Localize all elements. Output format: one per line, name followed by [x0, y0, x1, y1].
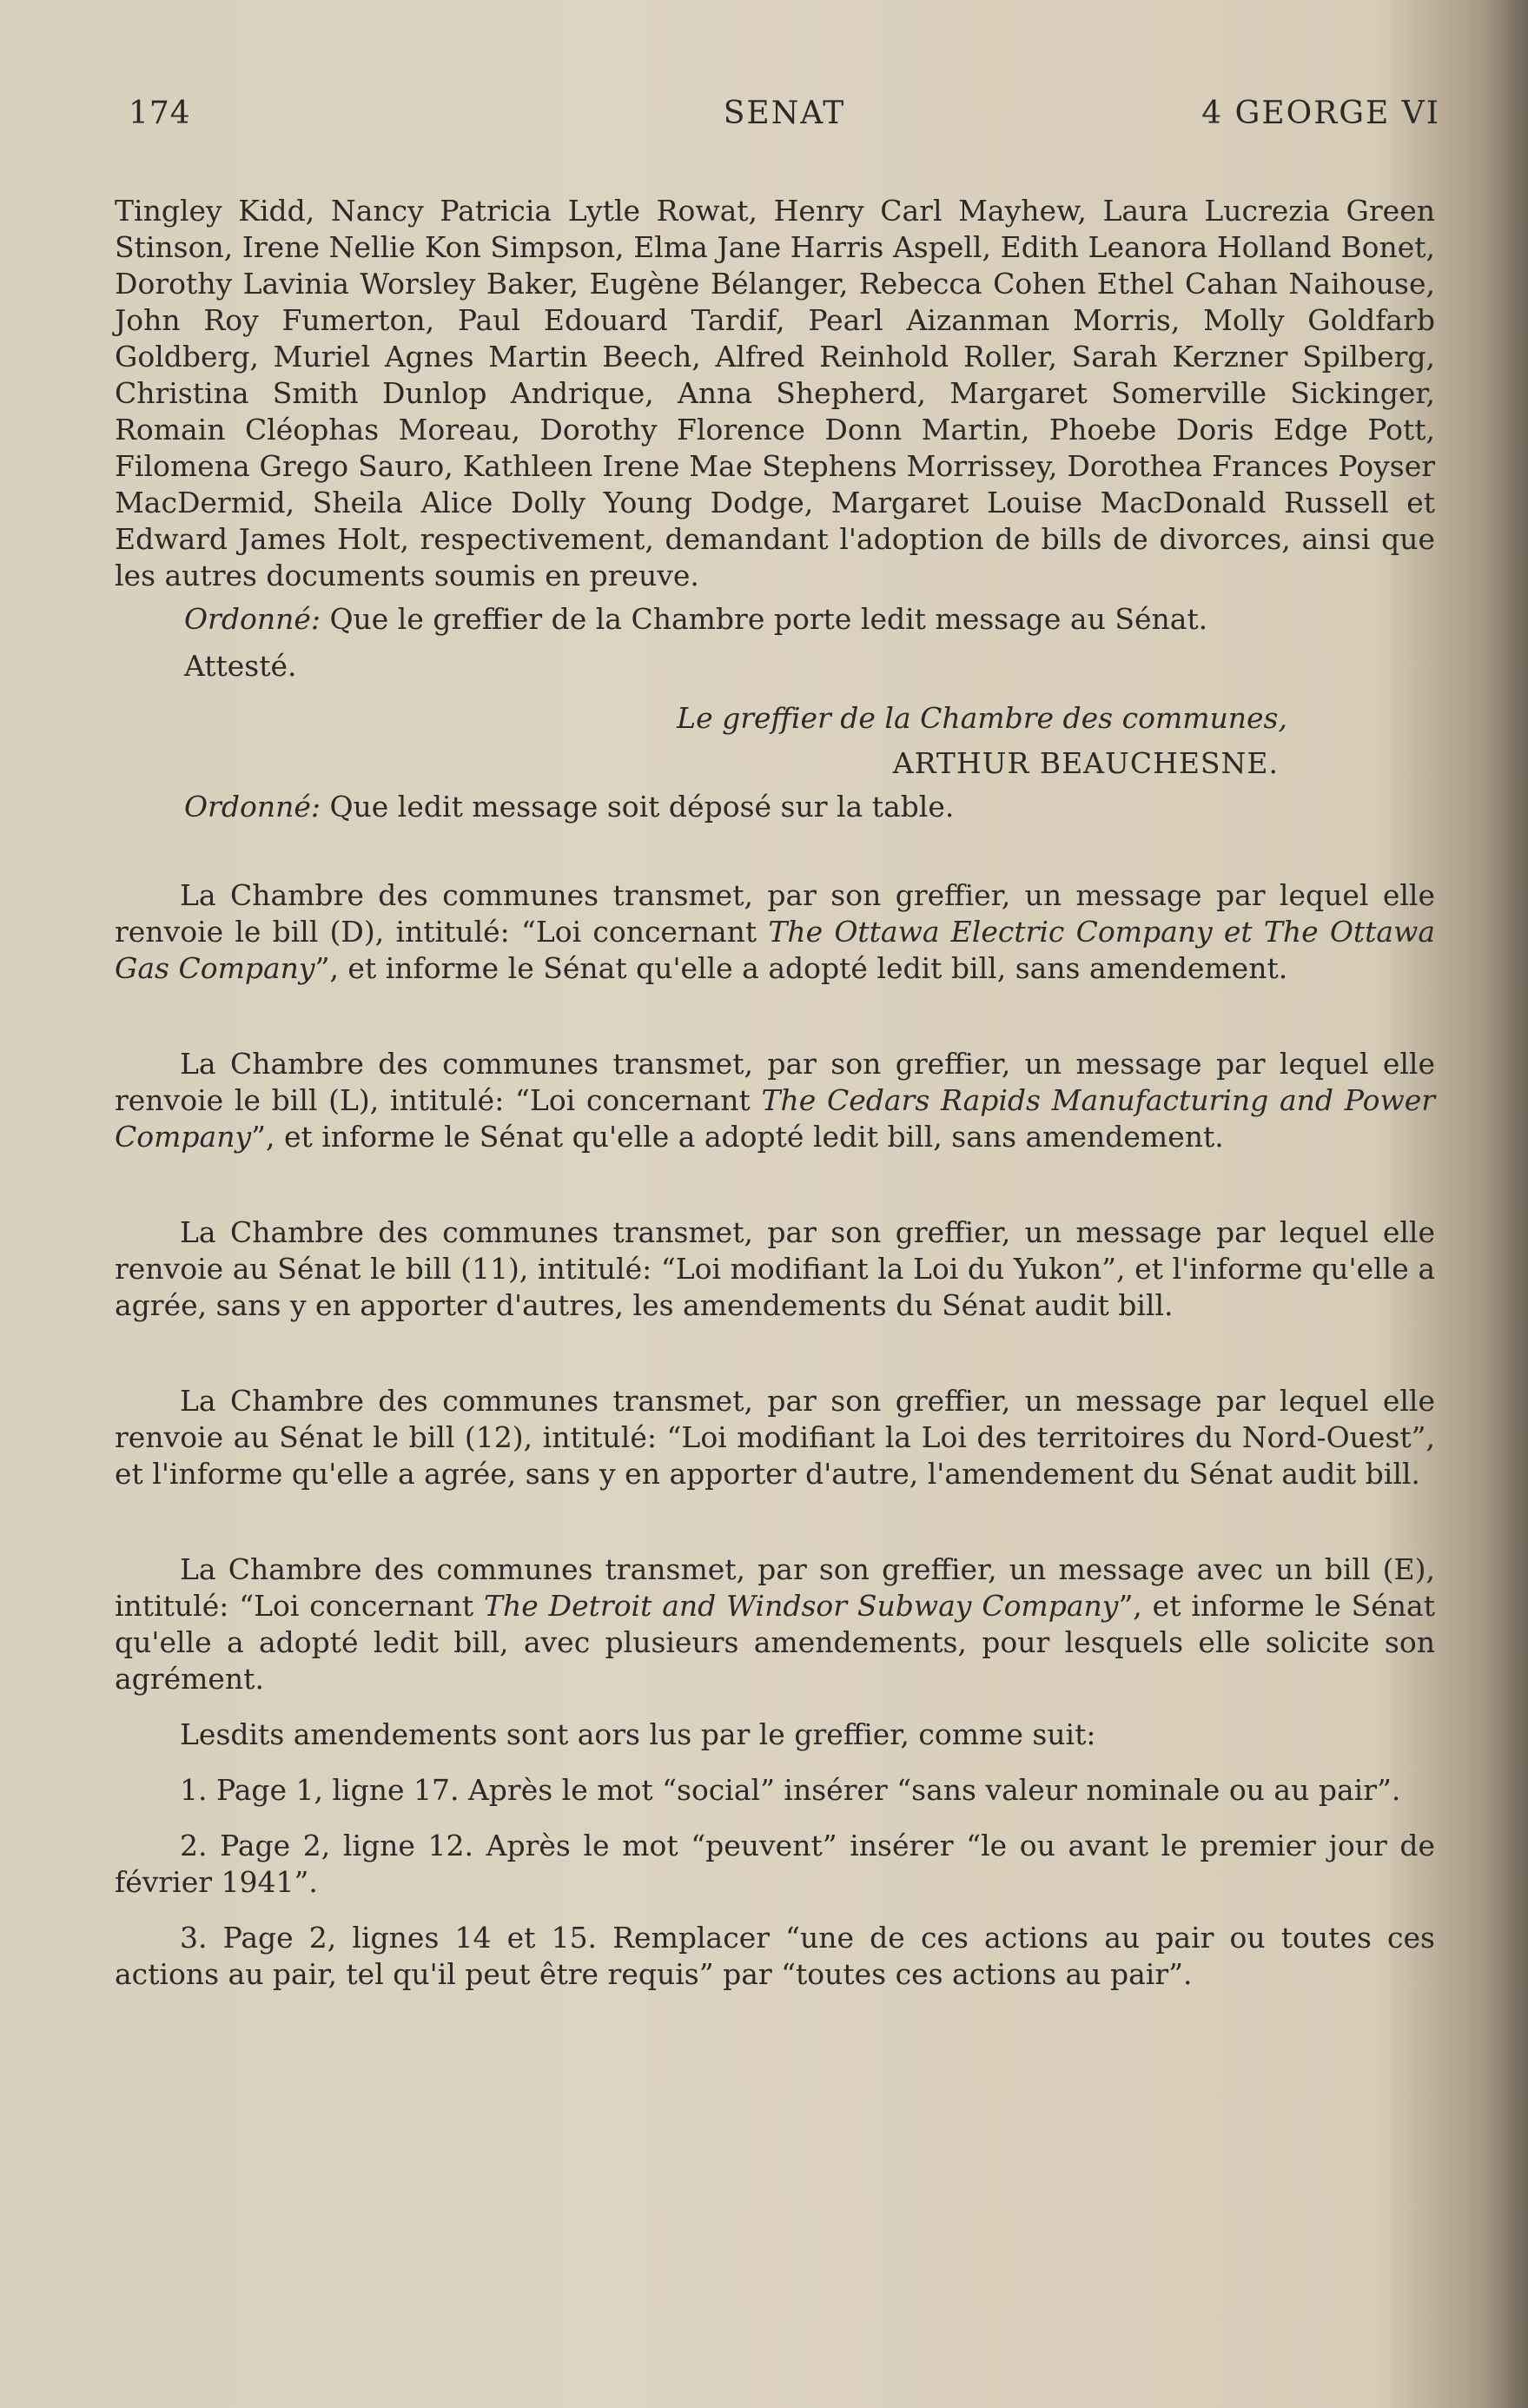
- amendment-item: 3. Page 2, lignes 14 et 15. Remplacer “une de ces actions au pair ou toutes ces actions au pair, tel qu'il peut être requis” par “toutes ces actions au pair”.: [115, 1921, 1435, 1991]
- amendment-item: 1. Page 1, ligne 17. Après le mot “social” insérer “sans valeur nominale ou au pair”.: [180, 1773, 1401, 1807]
- amendment-item: 2. Page 2, ligne 12. Après le mot “peuvent” insérer “le ou avant le premier jour de février 1941”.: [115, 1829, 1435, 1899]
- attested-line: Attesté.: [184, 649, 297, 683]
- message-text: ”, et informe le Sénat qu'elle a adopté ledit bill, avec plusieurs amendements, pour lesquels elle solicite son agrément.: [115, 1589, 1435, 1696]
- signature-title: Le greffier de la Chambre des communes,: [677, 701, 1287, 735]
- message-paragraph: [115, 877, 1435, 987]
- order-text: Que ledit message soit déposé sur la table.: [320, 790, 955, 824]
- signature-name: ARTHUR BEAUCHESNE.: [892, 746, 1279, 780]
- order-text: Que le greffier de la Chambre porte ledit message au Sénat.: [320, 602, 1208, 636]
- company-name: The Detroit and Windsor Subway Company: [484, 1589, 1119, 1623]
- message-text: La Chambre des communes transmet, par son greffier, un message par lequel elle renvoie le bill (L), intitulé: “Loi concernant: [115, 1047, 1435, 1117]
- continuation-paragraph: Tingley Kidd, Nancy Patricia Lytle Rowat, Henry Carl Mayhew, Laura Lucrezia Green Stinson, Irene Nellie Kon Simpson, Elma Jane Harris Aspell, Edith Leanora Holland Bonet, Dorothy Lavinia Worsley Baker, Eugène Bélanger, Rebecca Cohen Ethel Cahan Naihouse, John Roy Fumerton, Paul Edouard Tardif, Pearl Aizanman Morris, Molly Goldfarb Goldberg, Muriel Agnes Martin Beech, Alfred Reinhold Roller, Sarah Kerzner Spilberg, Christina Smith Dunlop Andrique, Anna Shepherd, Margaret Somerville Sickinger, Romain Cléophas Moreau, Dorothy Florence Donn Martin, Phoebe Doris Edge Pott, Filomena Grego Sauro, Kathleen Irene Mae Stephens Morrissey, Dorothea Frances Poyser MacDermid, Sheila Alice Dolly Young Dodge, Margaret Louise MacDonald Russell et Edward James Holt, respectivement, demandant l'adoption de bills de divorces, ainsi que les autres documents soumis en preuve.: [115, 194, 1435, 592]
- order-paragraph: [115, 789, 1435, 825]
- company-name: The Cedars Rapids Manufacturing and Power Company: [115, 1083, 1435, 1154]
- order-label: Ordonné:: [184, 790, 321, 824]
- message-text: ”, et informe le Sénat qu'elle a adopté ledit bill, sans amendement.: [251, 1120, 1224, 1154]
- page-header: [129, 96, 1440, 148]
- message-text: ”, et informe le Sénat qu'elle a adopté ledit bill, sans amendement.: [314, 951, 1288, 985]
- message-paragraph: La Chambre des communes transmet, par son greffier, un message par lequel elle renvoie au Sénat le bill (11), intitulé: “Loi modifiant la Loi du Yukon”, et l'informe qu'elle a agrée, sans y en apporter d'autres, les amendements du Sénat audit bill.: [115, 1215, 1435, 1322]
- amendments-intro: Lesdits amendements sont aors lus par le greffier, comme suit:: [180, 1717, 1096, 1751]
- message-text: La Chambre des communes transmet, par son greffier, un message par lequel elle renvoie le bill (D), intitulé: “Loi concernant: [115, 878, 1435, 949]
- message-paragraph: La Chambre des communes transmet, par son greffier, un message par lequel elle renvoie au Sénat le bill (12), intitulé: “Loi modifiant la Loi des territoires du Nord-Ouest”, et l'informe qu'elle a agrée, sans y en apporter d'autre, l'amendement du Sénat audit bill.: [115, 1384, 1435, 1491]
- running-title: SENAT: [723, 96, 846, 131]
- message-paragraph: [115, 1551, 1435, 1697]
- reign-label: 4 GEORGE VI: [1201, 96, 1440, 131]
- order-paragraph: [115, 601, 1435, 638]
- page-number: 174: [129, 96, 191, 131]
- order-label: Ordonné:: [184, 602, 321, 636]
- message-paragraph: [115, 1046, 1435, 1155]
- message-text: La Chambre des communes transmet, par son greffier, un message avec un bill (E), intitulé: “Loi concernant: [115, 1552, 1435, 1623]
- company-name: The Ottawa Electric Company et The Ottawa Gas Company: [115, 915, 1435, 985]
- page-body: [115, 193, 1435, 1993]
